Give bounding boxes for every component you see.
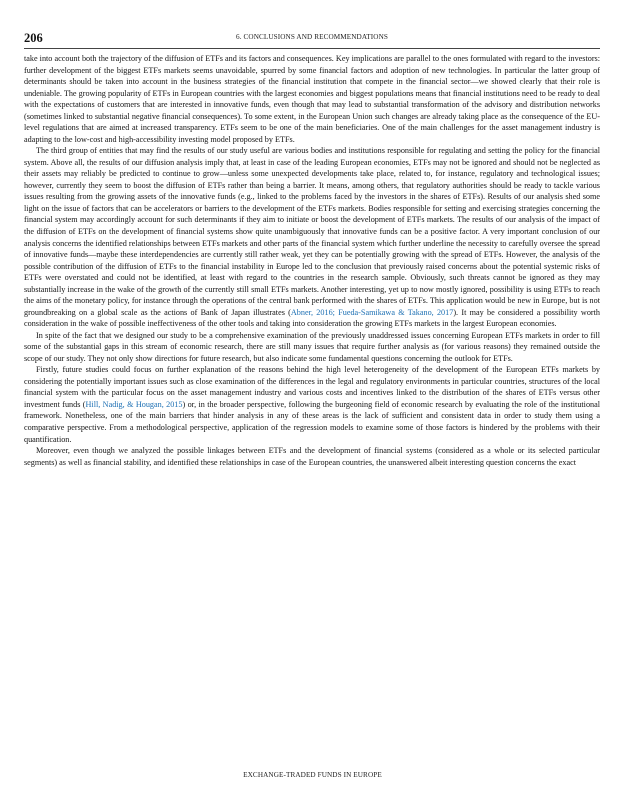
running-head: 6. CONCLUSIONS AND RECOMMENDATIONS (236, 33, 388, 41)
page-footer: EXCHANGE-TRADED FUNDS IN EUROPE (243, 771, 382, 779)
paragraph-4-text-a: Firstly, future studies could focus on further explanation of the reasons behind the high level heterogeneity of the development of the European ETFs markets by considering the potentially important issues such as close examination of the differences in the legal and regulatory environments in particular countries, structures of the local financial system with the particular focus on the asset management industry and various costs and incentives linked to the distribution of the shares of ETFs versus other investment funds ( (24, 365, 600, 409)
paragraph-3: In spite of the fact that we designed our study to be a comprehensive examination of the previously unaddressed issues concerning European ETFs markets in order to fill some of the substantial gaps in this stream of economic research, there are still many issues that require further analysis as (for various reasons) they remained outside the scope of our study. They not only show directions for future research, but also indicate some fundamental questions concerning the outlook for ETFs. (24, 330, 600, 363)
paragraph-1: take into account both the trajectory of the diffusion of ETFs and its factors and consequences. Key implications are parallel to the ones formulated with regard to the investors: further development of the biggest ETFs markets seems unavoidable, spurred by some financial factors and adoption of new technologies. In particular the latter group of determinants should be taken into account in the business strategies of the financial institution that compete in the financial sector—we showed clearly that their role is undeniable. The growing popularity of ETFs in European countries with the largest economies and biggest populations means that financial institutions need to be ready to deal with the expectations of customers that are interested in innovative funds, even though that may lead to substantial transformation of the advisory and distribution networks (sometimes linked to substantial negative financial consequences). To some extent, in the European Union such changes are already taking place as the consequence of the EU-level regulations that are aimed at increased transparency. ETFs seem to be one of the main beneficiaries. One of the main challenges for the asset management industry is adapting to the low-cost and high-accessibility investing model proposed by ETFs. (24, 54, 600, 144)
citation-hill-nadig-hougan[interactable]: Hill, Nadig, & Hougan, 2015 (85, 399, 183, 409)
header-rule (24, 48, 600, 49)
paragraph-4 (24, 364, 600, 445)
citation-abner-fueda-samikawa[interactable]: Abner, 2016; Fueda-Samikawa & Takano, 2017 (290, 307, 454, 317)
page-header (24, 31, 600, 47)
paragraph-2-text-a: The third group of entities that may find the results of our study useful are various bodies and institutions responsible for regulating and setting the policy for the financial system. Above all, the results of our diffusion analysis imply that, at least in case of the leading European economies, ETFs may not be ignored and should not be neglected as their assets may reliably be predicted to continue to grow—unless some unexpected developments take place, related to, for instance, regulatory and technological issues; however, currently they seem to boost the diffusion of ETFs rather than being a barrier. It means, among others, that regulatory authorities should be ready to tackle various issues resulting from the growing assets of the innovative funds (e.g., linked to the problems faced by the investors in the shares of ETFs). Results of our analysis shed some light on the issue of factors that can be accelerators or barriers to the development of the ETFs markets. Bodies responsible for setting and exercising strategies concerning the financial system may accordingly account for such determinants if they aim to initiate or boost the development of ETFs markets. The results of our analysis of the impact of the diffusion of ETFs on the development of financial systems show quite unambiguously that innovative funds can be a positive factor. A very important conclusion of our analysis concerns the identified relationships between ETFs markets and other parts of the financial system which further underline the necessity to carefully oversee the spread of innovative funds—maybe these interdependencies are currently still rather weak, yet they can be potentially growing with the spread of ETFs. However, the analysis of the possible contribution of the diffusion of ETFs to the financial instability in Europe led to the conclusion that previously raised concerns about the potential systemic risks of ETFs were overstated and could not be identified, at least with regard to the countries in the research sample. Obviously, such threats cannot be ignored as they may substantially increase in the wake of the growth of the currently still small ETFs markets. Another interesting, yet up to now mostly ignored, possibility is using ETFs to reach the aims of the monetary policy, for instance through the operations of the central bank performed with the shares of ETFs. This application would be new in Europe, but is not groundbreaking on a global scale as the actions of Bank of Japan illustrates ( (24, 146, 600, 317)
paragraph-2 (24, 145, 600, 330)
paragraph-5: Moreover, even though we analyzed the possible linkages between ETFs and the development of financial systems (considered as a whole or its selected particular segments) as well as financial stability, and identified these relationships in case of the European countries, the unanswered albeit interesting question concerns the exact (24, 446, 600, 467)
body-text (24, 53, 600, 468)
paragraph-4-text-b: ) or, in the broader perspective, following the burgeoning field of economic research by evaluating the role of the institutional framework. Nonetheless, one of the main barriers that hinder analysis in any of these areas is the lack of sufficient and consistent data in order to study them using a comparative perspective. From a methodological perspective, application of the regression models to examine some of those factors is hindered by the problems with their quantification. (24, 399, 601, 444)
paragraph-2-text-b: ). It may be considered a possibility worth consideration in the wake of possible ineffectiveness of the other tools and taking into consideration the growing ETFs markets in the largest European economies. (24, 307, 600, 329)
page-number: 206 (24, 31, 43, 45)
